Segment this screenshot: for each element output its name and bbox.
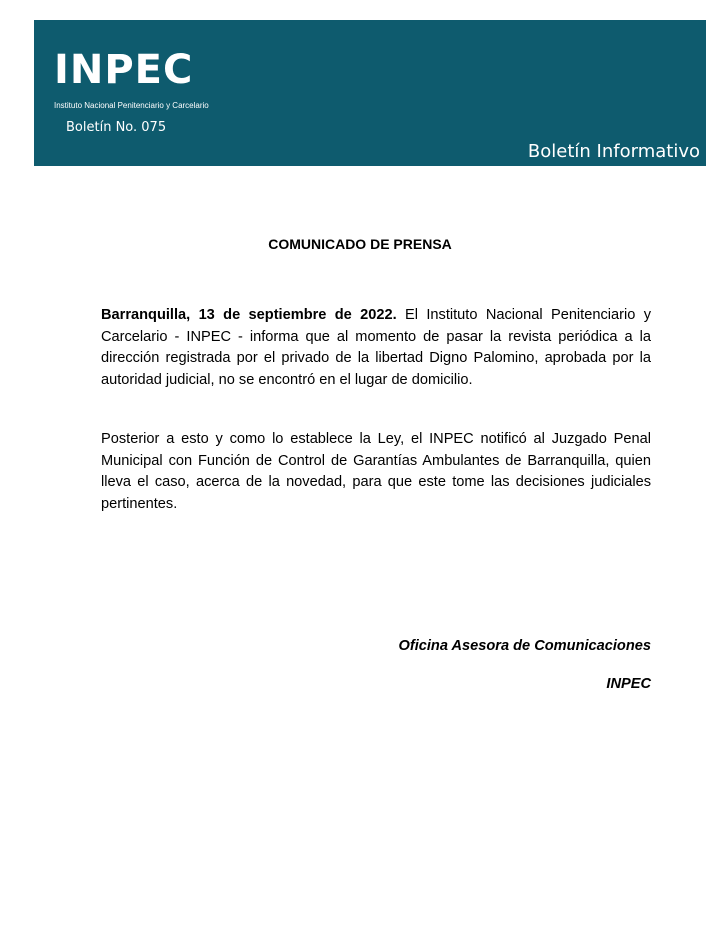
paragraph-1-body: El Instituto Nacional Penitenciario y Carcelario - INPEC - informa que al momento de pasar la revista periódica a la dirección registrada por el privado de la libertad Digno Palomino, aprobada por la autoridad judicial, no se encontró en el lugar de domicilio. xyxy=(101,307,651,388)
logo-subtitle: Instituto Nacional Penitenciario y Carcelario xyxy=(54,101,209,110)
paragraph-1 xyxy=(101,305,651,391)
document-title: COMUNICADO DE PRENSA xyxy=(268,236,452,252)
logo-wordmark: INPEC xyxy=(54,47,194,93)
paragraph-1-lead: Barranquilla, 13 de septiembre de 2022. xyxy=(101,307,397,323)
header-banner xyxy=(34,20,706,166)
bulletin-type: Boletín Informativo xyxy=(527,141,700,162)
paragraph-2: Posterior a esto y como lo establece la Ley, el INPEC notificó al Juzgado Penal Municipal con Función de Control de Garantías Ambulantes de Barranquilla, quien lleva el caso, acerca de la novedad, para que este tome las decisiones judiciales pertinentes. xyxy=(101,431,651,512)
signature-org: INPEC xyxy=(606,676,651,692)
bulletin-number: Boletín No. 075 xyxy=(66,120,167,135)
signature-office: Oficina Asesora de Comunicaciones xyxy=(398,638,651,654)
